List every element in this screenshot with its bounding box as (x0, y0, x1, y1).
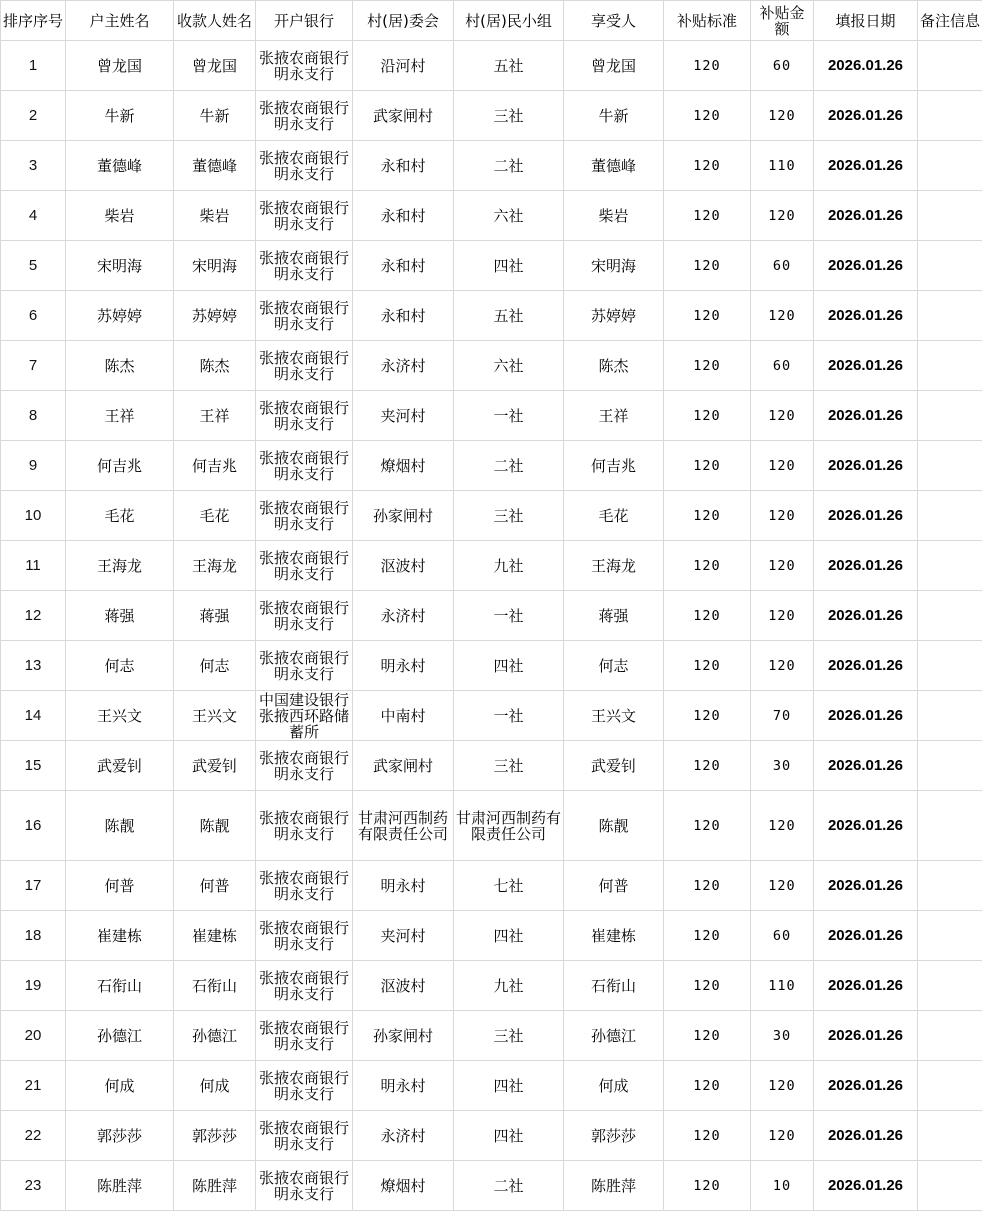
table-row (1, 691, 982, 741)
cell-bank: 张掖农商银行明永支行 (256, 1011, 353, 1061)
cell-village-group: 七社 (454, 861, 564, 911)
cell-village-committee: 沿河村 (353, 41, 454, 91)
cell-bank: 张掖农商银行明永支行 (256, 191, 353, 241)
cell-subsidy-standard: 120 (664, 1011, 751, 1061)
table-row (1, 791, 982, 861)
cell-village-committee: 永和村 (353, 291, 454, 341)
cell-subsidy-standard: 120 (664, 911, 751, 961)
cell-village-group: 三社 (454, 741, 564, 791)
cell-report-date: 2026.01.26 (814, 791, 918, 861)
cell-subsidy-standard: 120 (664, 591, 751, 641)
cell-subsidy-amount: 120 (751, 791, 814, 861)
cell-report-date: 2026.01.26 (814, 911, 918, 961)
cell-village-committee: 甘肃河西制药有限责任公司 (353, 791, 454, 861)
cell-beneficiary: 陈胜萍 (564, 1161, 664, 1211)
cell-bank: 张掖农商银行明永支行 (256, 241, 353, 291)
cell-remark (918, 41, 982, 91)
cell-beneficiary: 王兴文 (564, 691, 664, 741)
cell-payee-name: 崔建栋 (174, 911, 256, 961)
cell-subsidy-standard: 120 (664, 91, 751, 141)
cell-village-committee: 永济村 (353, 341, 454, 391)
cell-seq: 18 (1, 911, 66, 961)
cell-payee-name: 蒋强 (174, 591, 256, 641)
cell-beneficiary: 柴岩 (564, 191, 664, 241)
cell-report-date: 2026.01.26 (814, 1011, 918, 1061)
cell-subsidy-standard: 120 (664, 1061, 751, 1111)
cell-subsidy-standard: 120 (664, 291, 751, 341)
cell-report-date: 2026.01.26 (814, 1111, 918, 1161)
cell-beneficiary: 何成 (564, 1061, 664, 1111)
cell-householder-name: 宋明海 (66, 241, 174, 291)
cell-report-date: 2026.01.26 (814, 341, 918, 391)
cell-village-group: 一社 (454, 391, 564, 441)
cell-subsidy-amount: 30 (751, 1011, 814, 1061)
cell-bank: 张掖农商银行明永支行 (256, 861, 353, 911)
cell-village-committee: 武家闸村 (353, 741, 454, 791)
cell-subsidy-amount: 120 (751, 491, 814, 541)
cell-payee-name: 陈靓 (174, 791, 256, 861)
cell-payee-name: 何志 (174, 641, 256, 691)
cell-report-date: 2026.01.26 (814, 41, 918, 91)
cell-seq: 6 (1, 291, 66, 341)
cell-payee-name: 何吉兆 (174, 441, 256, 491)
cell-remark (918, 91, 982, 141)
table-row (1, 441, 982, 491)
cell-beneficiary: 苏婷婷 (564, 291, 664, 341)
cell-remark (918, 791, 982, 861)
cell-village-group: 四社 (454, 911, 564, 961)
cell-seq: 15 (1, 741, 66, 791)
col-header-subsidy-amount: 补贴金额 (751, 1, 814, 41)
cell-householder-name: 王海龙 (66, 541, 174, 591)
cell-subsidy-amount: 120 (751, 291, 814, 341)
table-row (1, 91, 982, 141)
col-header-subsidy-standard: 补贴标准 (664, 1, 751, 41)
cell-payee-name: 牛新 (174, 91, 256, 141)
cell-subsidy-standard: 120 (664, 341, 751, 391)
cell-remark (918, 1011, 982, 1061)
col-header-seq: 排序序号 (1, 1, 66, 41)
cell-subsidy-amount: 120 (751, 541, 814, 591)
cell-bank: 张掖农商银行明永支行 (256, 961, 353, 1011)
cell-village-committee: 夹河村 (353, 911, 454, 961)
cell-remark (918, 541, 982, 591)
cell-subsidy-standard: 120 (664, 191, 751, 241)
cell-payee-name: 何普 (174, 861, 256, 911)
cell-village-group: 二社 (454, 141, 564, 191)
cell-payee-name: 苏婷婷 (174, 291, 256, 341)
cell-subsidy-standard: 120 (664, 391, 751, 441)
cell-seq: 11 (1, 541, 66, 591)
col-header-remark: 备注信息 (918, 1, 982, 41)
cell-payee-name: 王海龙 (174, 541, 256, 591)
cell-bank: 中国建设银行张掖西环路储蓄所 (256, 691, 353, 741)
col-header-report-date: 填报日期 (814, 1, 918, 41)
cell-payee-name: 何成 (174, 1061, 256, 1111)
table-row (1, 191, 982, 241)
cell-householder-name: 何成 (66, 1061, 174, 1111)
cell-village-committee: 燎烟村 (353, 1161, 454, 1211)
cell-remark (918, 911, 982, 961)
cell-subsidy-amount: 60 (751, 241, 814, 291)
cell-village-committee: 燎烟村 (353, 441, 454, 491)
cell-beneficiary: 孙德江 (564, 1011, 664, 1061)
cell-householder-name: 陈靓 (66, 791, 174, 861)
cell-seq: 1 (1, 41, 66, 91)
cell-report-date: 2026.01.26 (814, 861, 918, 911)
cell-remark (918, 741, 982, 791)
cell-seq: 12 (1, 591, 66, 641)
cell-village-group: 九社 (454, 541, 564, 591)
cell-householder-name: 苏婷婷 (66, 291, 174, 341)
cell-report-date: 2026.01.26 (814, 541, 918, 591)
cell-report-date: 2026.01.26 (814, 241, 918, 291)
cell-village-group: 四社 (454, 1061, 564, 1111)
cell-bank: 张掖农商银行明永支行 (256, 591, 353, 641)
cell-bank: 张掖农商银行明永支行 (256, 41, 353, 91)
cell-bank: 张掖农商银行明永支行 (256, 1111, 353, 1161)
cell-payee-name: 柴岩 (174, 191, 256, 241)
cell-householder-name: 孙德江 (66, 1011, 174, 1061)
cell-householder-name: 牛新 (66, 91, 174, 141)
cell-remark (918, 141, 982, 191)
cell-beneficiary: 董德峰 (564, 141, 664, 191)
cell-householder-name: 蒋强 (66, 591, 174, 641)
cell-village-group: 甘肃河西制药有限责任公司 (454, 791, 564, 861)
cell-subsidy-amount: 30 (751, 741, 814, 791)
cell-subsidy-amount: 120 (751, 1061, 814, 1111)
cell-beneficiary: 宋明海 (564, 241, 664, 291)
cell-householder-name: 石衔山 (66, 961, 174, 1011)
cell-subsidy-standard: 120 (664, 1161, 751, 1211)
cell-report-date: 2026.01.26 (814, 961, 918, 1011)
cell-remark (918, 641, 982, 691)
cell-beneficiary: 何吉兆 (564, 441, 664, 491)
cell-village-group: 二社 (454, 1161, 564, 1211)
table-row (1, 41, 982, 91)
table-body (1, 41, 982, 1211)
cell-remark (918, 341, 982, 391)
cell-householder-name: 王祥 (66, 391, 174, 441)
cell-seq: 9 (1, 441, 66, 491)
cell-remark (918, 241, 982, 291)
cell-report-date: 2026.01.26 (814, 1161, 918, 1211)
cell-householder-name: 何志 (66, 641, 174, 691)
cell-village-committee: 永济村 (353, 1111, 454, 1161)
table-row (1, 961, 982, 1011)
cell-remark (918, 191, 982, 241)
table-row (1, 741, 982, 791)
table-row (1, 1011, 982, 1061)
cell-bank: 张掖农商银行明永支行 (256, 641, 353, 691)
col-header-beneficiary: 享受人 (564, 1, 664, 41)
cell-bank: 张掖农商银行明永支行 (256, 741, 353, 791)
cell-village-group: 九社 (454, 961, 564, 1011)
cell-bank: 张掖农商银行明永支行 (256, 791, 353, 861)
cell-beneficiary: 陈杰 (564, 341, 664, 391)
cell-report-date: 2026.01.26 (814, 441, 918, 491)
cell-subsidy-amount: 120 (751, 441, 814, 491)
cell-remark (918, 861, 982, 911)
cell-remark (918, 1161, 982, 1211)
cell-payee-name: 曾龙国 (174, 41, 256, 91)
cell-remark (918, 391, 982, 441)
cell-payee-name: 宋明海 (174, 241, 256, 291)
cell-bank: 张掖农商银行明永支行 (256, 141, 353, 191)
cell-report-date: 2026.01.26 (814, 641, 918, 691)
cell-householder-name: 王兴文 (66, 691, 174, 741)
cell-village-group: 三社 (454, 91, 564, 141)
cell-village-committee: 明永村 (353, 861, 454, 911)
cell-householder-name: 柴岩 (66, 191, 174, 241)
cell-subsidy-standard: 120 (664, 691, 751, 741)
cell-village-committee: 明永村 (353, 1061, 454, 1111)
cell-beneficiary: 陈靓 (564, 791, 664, 861)
cell-seq: 3 (1, 141, 66, 191)
cell-payee-name: 武爱钊 (174, 741, 256, 791)
cell-report-date: 2026.01.26 (814, 141, 918, 191)
cell-beneficiary: 何志 (564, 641, 664, 691)
cell-village-group: 三社 (454, 1011, 564, 1061)
col-header-village-committee: 村(居)委会 (353, 1, 454, 41)
cell-village-group: 四社 (454, 1111, 564, 1161)
cell-report-date: 2026.01.26 (814, 591, 918, 641)
cell-householder-name: 陈杰 (66, 341, 174, 391)
cell-remark (918, 1111, 982, 1161)
cell-subsidy-amount: 120 (751, 191, 814, 241)
cell-seq: 7 (1, 341, 66, 391)
table-row (1, 241, 982, 291)
cell-village-group: 一社 (454, 691, 564, 741)
cell-village-group: 五社 (454, 291, 564, 341)
cell-report-date: 2026.01.26 (814, 491, 918, 541)
cell-subsidy-standard: 120 (664, 441, 751, 491)
cell-subsidy-standard: 120 (664, 641, 751, 691)
cell-subsidy-amount: 110 (751, 141, 814, 191)
cell-village-group: 三社 (454, 491, 564, 541)
cell-seq: 17 (1, 861, 66, 911)
cell-beneficiary: 曾龙国 (564, 41, 664, 91)
table-row (1, 291, 982, 341)
cell-remark (918, 291, 982, 341)
cell-seq: 10 (1, 491, 66, 541)
cell-subsidy-standard: 120 (664, 141, 751, 191)
cell-seq: 13 (1, 641, 66, 691)
cell-seq: 23 (1, 1161, 66, 1211)
table-row (1, 1161, 982, 1211)
cell-bank: 张掖农商银行明永支行 (256, 1161, 353, 1211)
cell-seq: 8 (1, 391, 66, 441)
cell-payee-name: 陈胜萍 (174, 1161, 256, 1211)
cell-village-committee: 孙家闸村 (353, 1011, 454, 1061)
cell-village-group: 六社 (454, 191, 564, 241)
cell-subsidy-amount: 10 (751, 1161, 814, 1211)
cell-beneficiary: 毛花 (564, 491, 664, 541)
cell-seq: 16 (1, 791, 66, 861)
table-row (1, 911, 982, 961)
cell-remark (918, 591, 982, 641)
table-row (1, 591, 982, 641)
cell-village-group: 五社 (454, 41, 564, 91)
cell-beneficiary: 牛新 (564, 91, 664, 141)
cell-beneficiary: 武爱钊 (564, 741, 664, 791)
cell-subsidy-amount: 60 (751, 911, 814, 961)
cell-seq: 22 (1, 1111, 66, 1161)
cell-seq: 21 (1, 1061, 66, 1111)
cell-beneficiary: 崔建栋 (564, 911, 664, 961)
cell-subsidy-amount: 120 (751, 391, 814, 441)
cell-report-date: 2026.01.26 (814, 1061, 918, 1111)
cell-householder-name: 董德峰 (66, 141, 174, 191)
cell-bank: 张掖农商银行明永支行 (256, 1061, 353, 1111)
cell-householder-name: 何吉兆 (66, 441, 174, 491)
cell-subsidy-standard: 120 (664, 961, 751, 1011)
cell-bank: 张掖农商银行明永支行 (256, 91, 353, 141)
cell-subsidy-standard: 120 (664, 41, 751, 91)
table-row (1, 541, 982, 591)
cell-subsidy-amount: 120 (751, 91, 814, 141)
cell-householder-name: 郭莎莎 (66, 1111, 174, 1161)
cell-village-committee: 永和村 (353, 141, 454, 191)
table-row (1, 861, 982, 911)
cell-payee-name: 董德峰 (174, 141, 256, 191)
cell-seq: 14 (1, 691, 66, 741)
cell-payee-name: 王兴文 (174, 691, 256, 741)
cell-seq: 5 (1, 241, 66, 291)
cell-householder-name: 武爱钊 (66, 741, 174, 791)
cell-subsidy-amount: 120 (751, 591, 814, 641)
cell-subsidy-standard: 120 (664, 1111, 751, 1161)
cell-subsidy-amount: 120 (751, 861, 814, 911)
cell-subsidy-amount: 60 (751, 41, 814, 91)
cell-village-committee: 永济村 (353, 591, 454, 641)
cell-report-date: 2026.01.26 (814, 191, 918, 241)
cell-beneficiary: 石衔山 (564, 961, 664, 1011)
cell-village-group: 四社 (454, 241, 564, 291)
cell-subsidy-amount: 120 (751, 1111, 814, 1161)
cell-bank: 张掖农商银行明永支行 (256, 291, 353, 341)
table-row (1, 641, 982, 691)
cell-village-committee: 明永村 (353, 641, 454, 691)
cell-bank: 张掖农商银行明永支行 (256, 491, 353, 541)
cell-subsidy-amount: 120 (751, 641, 814, 691)
cell-village-committee: 永和村 (353, 191, 454, 241)
cell-bank: 张掖农商银行明永支行 (256, 911, 353, 961)
cell-bank: 张掖农商银行明永支行 (256, 391, 353, 441)
cell-payee-name: 陈杰 (174, 341, 256, 391)
cell-subsidy-standard: 120 (664, 491, 751, 541)
cell-householder-name: 曾龙国 (66, 41, 174, 91)
header-row (1, 1, 982, 41)
cell-subsidy-standard: 120 (664, 741, 751, 791)
cell-village-committee: 孙家闸村 (353, 491, 454, 541)
cell-payee-name: 孙德江 (174, 1011, 256, 1061)
cell-seq: 19 (1, 961, 66, 1011)
cell-village-committee: 沤波村 (353, 961, 454, 1011)
cell-village-group: 六社 (454, 341, 564, 391)
cell-subsidy-standard: 120 (664, 541, 751, 591)
cell-subsidy-standard: 120 (664, 791, 751, 861)
cell-subsidy-standard: 120 (664, 861, 751, 911)
cell-subsidy-standard: 120 (664, 241, 751, 291)
cell-village-committee: 中南村 (353, 691, 454, 741)
cell-village-group: 一社 (454, 591, 564, 641)
cell-seq: 20 (1, 1011, 66, 1061)
cell-report-date: 2026.01.26 (814, 291, 918, 341)
cell-village-group: 二社 (454, 441, 564, 491)
cell-report-date: 2026.01.26 (814, 741, 918, 791)
cell-bank: 张掖农商银行明永支行 (256, 441, 353, 491)
cell-village-committee: 永和村 (353, 241, 454, 291)
table-row (1, 341, 982, 391)
cell-beneficiary: 郭莎莎 (564, 1111, 664, 1161)
cell-village-group: 四社 (454, 641, 564, 691)
cell-beneficiary: 何普 (564, 861, 664, 911)
table-row (1, 491, 982, 541)
col-header-payee-name: 收款人姓名 (174, 1, 256, 41)
table-row (1, 1061, 982, 1111)
cell-bank: 张掖农商银行明永支行 (256, 541, 353, 591)
table-row (1, 1111, 982, 1161)
cell-beneficiary: 王祥 (564, 391, 664, 441)
cell-village-committee: 夹河村 (353, 391, 454, 441)
cell-subsidy-amount: 110 (751, 961, 814, 1011)
cell-payee-name: 石衔山 (174, 961, 256, 1011)
cell-report-date: 2026.01.26 (814, 91, 918, 141)
cell-remark (918, 961, 982, 1011)
table-row (1, 391, 982, 441)
col-header-bank: 开户银行 (256, 1, 353, 41)
cell-village-committee: 武家闸村 (353, 91, 454, 141)
cell-village-committee: 沤波村 (353, 541, 454, 591)
cell-seq: 2 (1, 91, 66, 141)
cell-beneficiary: 王海龙 (564, 541, 664, 591)
cell-seq: 4 (1, 191, 66, 241)
cell-householder-name: 陈胜萍 (66, 1161, 174, 1211)
cell-householder-name: 毛花 (66, 491, 174, 541)
col-header-householder-name: 户主姓名 (66, 1, 174, 41)
cell-remark (918, 1061, 982, 1111)
cell-householder-name: 何普 (66, 861, 174, 911)
cell-payee-name: 郭莎莎 (174, 1111, 256, 1161)
cell-bank: 张掖农商银行明永支行 (256, 341, 353, 391)
cell-remark (918, 441, 982, 491)
cell-remark (918, 691, 982, 741)
cell-subsidy-amount: 70 (751, 691, 814, 741)
cell-payee-name: 王祥 (174, 391, 256, 441)
cell-payee-name: 毛花 (174, 491, 256, 541)
cell-report-date: 2026.01.26 (814, 691, 918, 741)
cell-remark (918, 491, 982, 541)
cell-subsidy-amount: 60 (751, 341, 814, 391)
cell-householder-name: 崔建栋 (66, 911, 174, 961)
cell-beneficiary: 蒋强 (564, 591, 664, 641)
col-header-village-group: 村(居)民小组 (454, 1, 564, 41)
table-row (1, 141, 982, 191)
cell-report-date: 2026.01.26 (814, 391, 918, 441)
